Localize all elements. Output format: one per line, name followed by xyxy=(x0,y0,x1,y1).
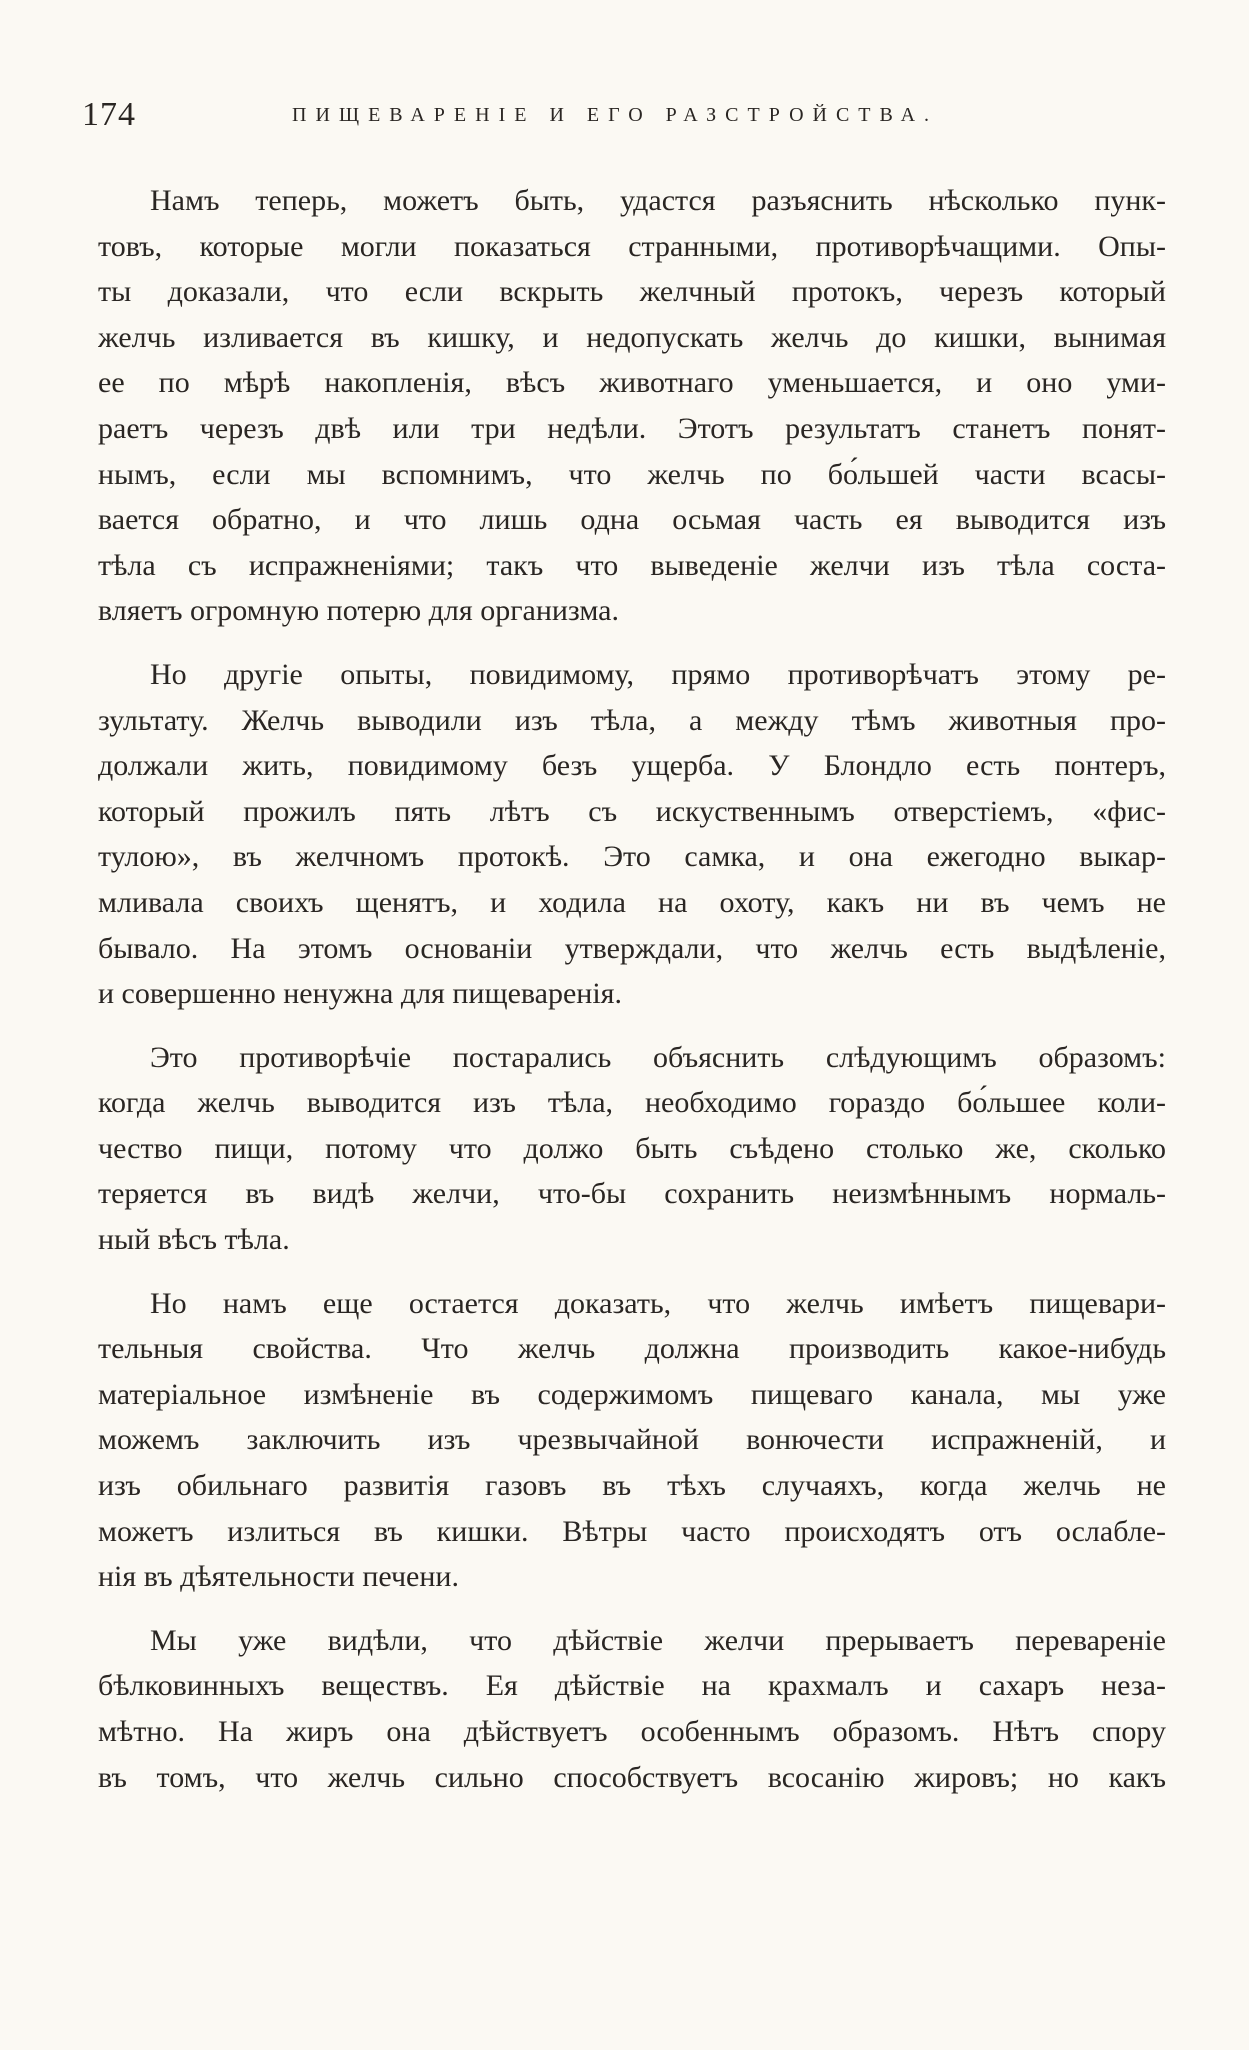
text-line: товъ, которые могли показаться странными, противорѣчащими. Опы- xyxy=(98,229,1166,263)
text-line: теряется въ видѣ желчи, что-бы сохранить неизмѣннымъ нормаль- xyxy=(98,1177,1166,1211)
text-line: вляетъ огромную потерю для организма. xyxy=(98,594,619,628)
text-line: который прожилъ пять лѣтъ съ искуственнымъ отверстіемъ, «фис- xyxy=(98,794,1166,828)
text-line: тельныя свойства. Что желчь должна производить какое-нибудь xyxy=(98,1332,1166,1366)
text-line: ный вѣсъ тѣла. xyxy=(98,1223,290,1257)
text-line: Намъ теперь, можетъ быть, удастся разъяснить нѣсколько пунк- xyxy=(150,184,1166,217)
text-line: въ томъ, что желчь сильно способствуетъ всосанію жировъ; но какъ xyxy=(98,1760,1166,1794)
text-line: ее по мѣрѣ накопленія, вѣсъ животнаго уменьшается, и оно уми- xyxy=(98,366,1166,400)
text-line: тѣла съ испражненіями; такъ что выведеніе желчи изъ тѣла соста- xyxy=(98,548,1166,582)
paragraph xyxy=(98,1281,1166,1600)
text-line: изъ обильнаго развитія газовъ въ тѣхъ случаяхъ, когда желчь не xyxy=(98,1469,1166,1503)
text-line: ты доказали, что если вскрыть желчный протокъ, черезъ который xyxy=(98,275,1166,309)
text-line: бывало. На этомъ основаніи утверждали, что желчь есть выдѣленіе, xyxy=(98,931,1166,965)
text-line: можетъ излиться въ кишки. Вѣтры часто происходятъ отъ ослабле- xyxy=(98,1514,1166,1548)
text-line: зультату. Желчь выводили изъ тѣла, а между тѣмъ животныя про- xyxy=(98,703,1166,737)
text-line: чество пищи, потому что должо быть съѣдено столько же, сколько xyxy=(98,1131,1166,1165)
text-line: мѣтно. На жиръ она дѣйствуетъ особеннымъ образомъ. Нѣтъ спору xyxy=(98,1715,1166,1748)
text-line: Это противорѣчіе постарались объяснить слѣдующимъ образомъ: xyxy=(150,1040,1166,1074)
text-line: Но намъ еще остается доказать, что желчь имѣетъ пищевари- xyxy=(150,1286,1166,1320)
paragraph xyxy=(98,652,1166,1017)
text-line: Но другіе опыты, повидимому, прямо противорѣчатъ этому ре- xyxy=(150,657,1166,691)
text-line: раетъ черезъ двѣ или три недѣли. Этотъ результатъ станетъ понят- xyxy=(98,411,1166,445)
text-line: и совершенно ненужна для пищеваренія. xyxy=(98,977,622,1011)
text-line: должали жить, повидимому безъ ущерба. У Блондло есть понтеръ, xyxy=(98,749,1166,783)
text-line: вается обратно, и что лишь одна осьмая часть ея выводится изъ xyxy=(98,503,1166,537)
text-line: мливала своихъ щенятъ, и ходила на охоту, какъ ни въ чемъ не xyxy=(98,885,1166,919)
paragraph xyxy=(98,1035,1166,1263)
text-line: нымъ, если мы вспомнимъ, что желчь по бо́льшей части всасы- xyxy=(98,457,1166,491)
text-line: бѣлковинныхъ веществъ. Ея дѣйствіе на крахмалъ и сахаръ неза- xyxy=(98,1669,1166,1703)
text-line: тулою», въ желчномъ протокѣ. Это самка, и она ежегодно выкар- xyxy=(98,840,1166,874)
page-header xyxy=(82,92,1172,138)
text-line: нія въ дѣятельности печени. xyxy=(98,1560,459,1594)
text-line: желчь изливается въ кишку, и недопускать желчь до кишки, вынимая xyxy=(98,320,1166,354)
text-line: можемъ заключить изъ чрезвычайной вонючести испражненій, и xyxy=(98,1423,1166,1457)
page-number: 174 xyxy=(82,96,136,133)
text-line: матеріальное измѣненіе въ содержимомъ пищеваго канала, мы уже xyxy=(98,1377,1166,1411)
running-title: ПИЩЕВАРЕНІЕ И ЕГО РАЗСТРОЙСТВА. xyxy=(292,104,939,126)
body-text xyxy=(98,178,1166,1800)
paragraph xyxy=(98,1618,1166,1800)
text-line: когда желчь выводится изъ тѣла, необходимо гораздо бо́льшее коли- xyxy=(98,1086,1166,1120)
paragraph xyxy=(98,178,1166,634)
text-line: Мы уже видѣли, что дѣйствіе желчи прерываетъ переваренiе xyxy=(150,1623,1166,1657)
